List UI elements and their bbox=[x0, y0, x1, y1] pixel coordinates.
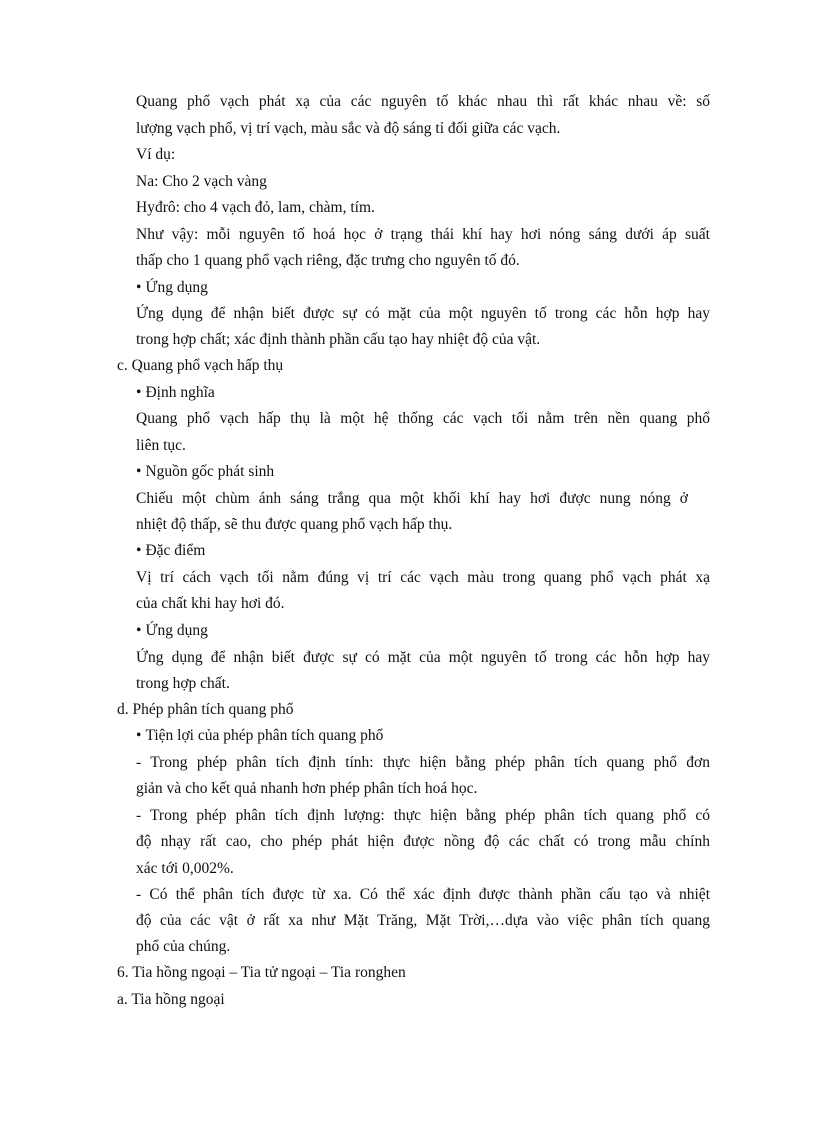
bullet-heading-ung-dung-1 bbox=[136, 278, 208, 298]
dinh-nghia-line1: Quang phổ vạch hấp thụ là một hệ thống các vạch tối nằm trên nền quang phổ bbox=[136, 410, 710, 427]
section-a-heading: a. Tia hồng ngoại bbox=[117, 991, 225, 1008]
ung-dung-1-line2: trong hợp chất; xác định thành phần cấu tạo hay nhiệt độ của vật. bbox=[136, 331, 541, 348]
nguon-goc-line2: nhiệt độ thấp, sẽ thu được quang phổ vạch hấp thụ. bbox=[136, 516, 453, 533]
dac-diem-line2: của chất khi hay hơi đó. bbox=[136, 595, 285, 612]
tien-loi-item3-line1: - Có thể phân tích được từ xa. Có thể xác định được thành phần cấu tạo và nhiệt bbox=[136, 886, 710, 903]
dac-diem-heading: Đặc điểm bbox=[145, 542, 206, 559]
section-6-heading: 6. Tia hồng ngoại – Tia tử ngoại – Tia ronghen bbox=[117, 964, 406, 981]
bullet-icon: • bbox=[136, 384, 142, 401]
bullet-heading-tien-loi bbox=[136, 726, 383, 746]
ung-dung-1-heading: Ứng dụng bbox=[145, 279, 208, 296]
bullet-heading-ung-dung-2 bbox=[136, 621, 208, 641]
section-c-heading: c. Quang phổ vạch hấp thụ bbox=[117, 357, 284, 374]
bullet-heading-nguon-goc bbox=[136, 462, 274, 482]
dinh-nghia-line2: liên tục. bbox=[136, 437, 186, 454]
bullet-icon: • bbox=[136, 279, 142, 296]
example-hydro: Hyđrô: cho 4 vạch đỏ, lam, chàm, tím. bbox=[136, 199, 375, 216]
para1-line1: Quang phổ vạch phát xạ của các nguyên tố khác nhau thì rất khác nhau về: số bbox=[136, 93, 710, 110]
tien-loi-item2-line1: - Trong phép phân tích định lượng: thực hiện bằng phép phân tích quang phổ có bbox=[136, 807, 710, 824]
bullet-icon: • bbox=[136, 622, 142, 639]
bullet-heading-dac-diem bbox=[136, 541, 205, 561]
tien-loi-item1-line2: giản và cho kết quả nhanh hơn phép phân tích hoá học. bbox=[136, 780, 478, 797]
para1-line2: lượng vạch phổ, vị trí vạch, màu sắc và độ sáng tỉ đối giữa các vạch. bbox=[136, 120, 561, 137]
ung-dung-2-heading: Ứng dụng bbox=[145, 622, 208, 639]
para2-line1: Như vậy: mỗi nguyên tố hoá học ở trạng thái khí hay hơi nóng sáng dưới áp suất bbox=[136, 226, 710, 243]
ung-dung-2-line2: trong hợp chất. bbox=[136, 675, 230, 692]
bullet-icon: • bbox=[136, 463, 142, 480]
ung-dung-1-line1: Ứng dụng để nhận biết được sự có mặt của một nguyên tố trong các hỗn hợp hay bbox=[136, 305, 710, 322]
section-d-heading: d. Phép phân tích quang phổ bbox=[117, 701, 294, 718]
tien-loi-item3-line2: độ của các vật ở rất xa như Mặt Trăng, Mặt Trời,…dựa vào việc phân tích quang bbox=[136, 912, 710, 929]
nguon-goc-heading: Nguồn gốc phát sinh bbox=[145, 463, 275, 480]
para2-line2: thấp cho 1 quang phổ vạch riêng, đặc trưng cho nguyên tố đó. bbox=[136, 252, 520, 269]
example-na: Na: Cho 2 vạch vàng bbox=[136, 173, 267, 190]
tien-loi-item3-line3: phổ của chúng. bbox=[136, 938, 231, 955]
example-label: Ví dụ: bbox=[136, 146, 176, 163]
ung-dung-2-line1: Ứng dụng để nhận biết được sự có mặt của một nguyên tố trong các hỗn hợp hay bbox=[136, 649, 710, 666]
bullet-icon: • bbox=[136, 727, 142, 744]
dinh-nghia-heading: Định nghĩa bbox=[145, 384, 215, 401]
tien-loi-item2-line2: độ nhạy rất cao, cho phép phát hiện được nồng độ các chất có trong mẫu chính bbox=[136, 833, 710, 850]
tien-loi-item1-line1: - Trong phép phân tích định tính: thực hiện bằng phép phân tích quang phổ đơn bbox=[136, 754, 710, 771]
tien-loi-heading: Tiện lợi của phép phân tích quang phổ bbox=[145, 727, 384, 744]
bullet-icon: • bbox=[136, 542, 142, 559]
dac-diem-line1: Vị trí cách vạch tối nằm đúng vị trí các vạch màu trong quang phổ vạch phát xạ bbox=[136, 569, 710, 586]
bullet-heading-dinh-nghia bbox=[136, 383, 215, 403]
nguon-goc-line1: Chiếu một chùm ánh sáng trắng qua một khối khí hay hơi được nung nóng ở bbox=[136, 490, 688, 507]
tien-loi-item2-line3: xác tới 0,002%. bbox=[136, 860, 234, 877]
